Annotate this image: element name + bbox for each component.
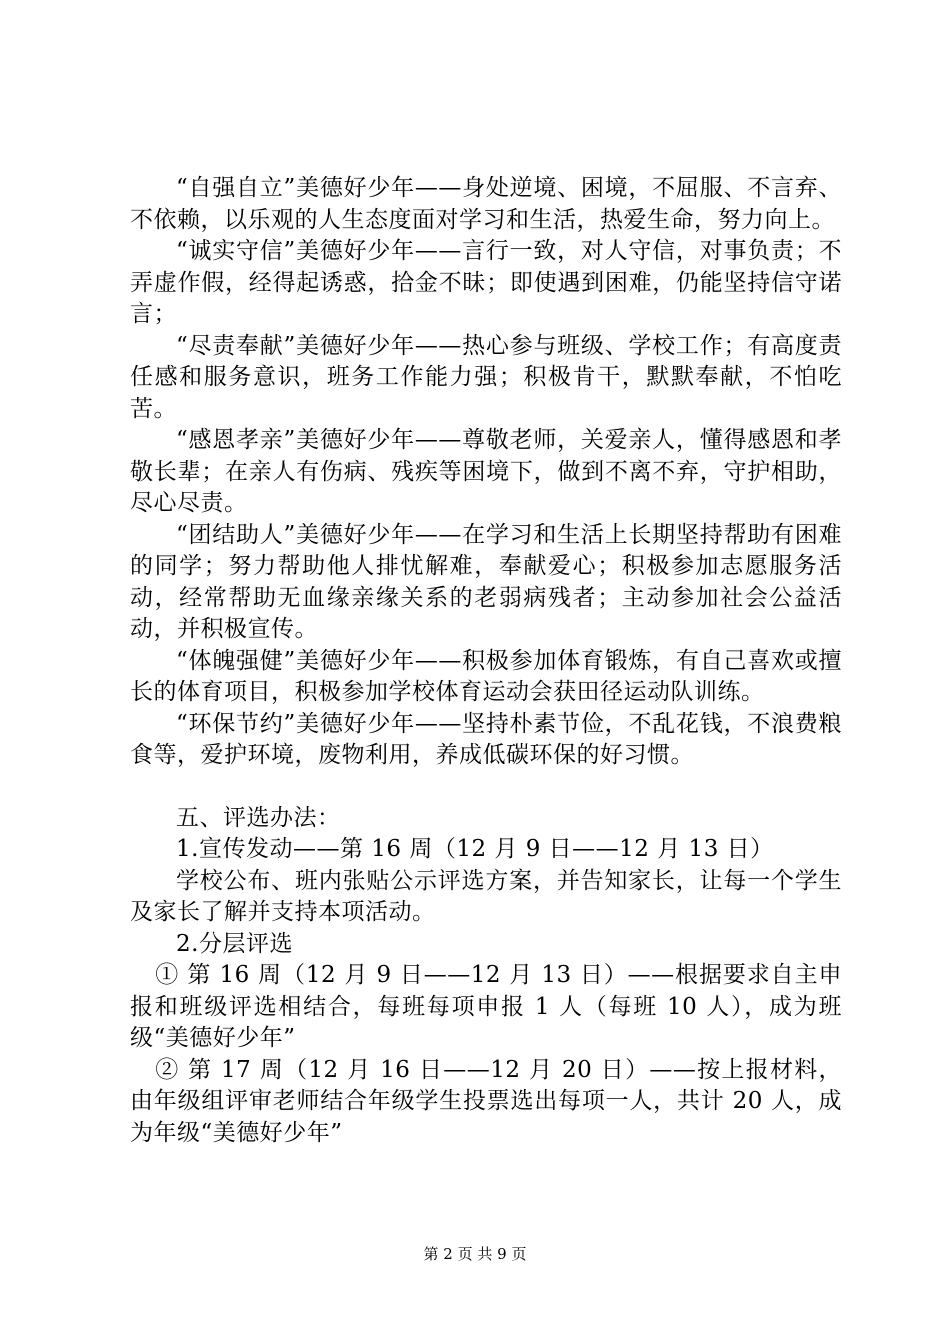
paragraph-dedication: “尽责奉献”美德好少年——热心参与班级、学校工作；有高度责任感和服务意识，班务工作能力强；积极肯干，默默奉献，不怕吃苦。: [130, 332, 842, 422]
step1-title: 1.宣传发动——第 16 周（12 月 9 日——12 月 13 日）: [176, 836, 774, 862]
step2-title: 2.分层评选: [176, 930, 293, 957]
step2-item-class: ① 第 16 周（12 月 9 日——12 月 13 日）——根据要求自主申报和班级评选相结合，每班每项申报 1 人（每班 10 人），成为班级“美德好少年”: [130, 962, 842, 1051]
paragraph-fitness: “体魄强健”美德好少年——积极参加体育锻炼，有自己喜欢或擅长的体育项目，积极参加学校体育运动会获田径运动队训练。: [130, 647, 842, 705]
page-footer: 第 2 页 共 9 页: [423, 1245, 527, 1263]
step2-item-grade: ② 第 17 周（12 月 16 日——12 月 20 日）——按上报材料，由年级组评审老师结合年级学生投票选出每项一人，共计 20 人，成为年级“美德好少年”: [130, 1056, 842, 1146]
paragraph-honesty: “诚实守信”美德好少年——言行一致，对人守信，对事负责；不弄虚作假，经得起诱惑，拾金不昧；即使遇到困难，仍能坚持信守诺言；: [130, 238, 842, 327]
paragraph-environment: “环保节约”美德好少年——坚持朴素节俭，不乱花钱，不浪费粮食等，爱护环境，废物利用，养成低碳环保的好习惯。: [130, 710, 842, 768]
paragraph-self-reliance: “自强自立”美德好少年——身处逆境、困境，不屈服、不言弃、不依赖，以乐观的人生态度面对学习和生活，热爱生命，努力向上。: [130, 175, 842, 233]
paragraph-gratitude: “感恩孝亲”美德好少年——尊敬老师，关爱亲人，懂得感恩和孝敬长辈；在亲人有伤病、残疾等困境下，做到不离不弃，守护相助，尽心尽责。: [130, 427, 842, 516]
step1-body: 学校公布、班内张贴公示评选方案，并告知家长，让每一个学生及家长了解并支持本项活动。: [130, 867, 842, 925]
document-body: [130, 173, 842, 1149]
section-heading: 五、评选办法：: [176, 804, 341, 831]
paragraph-helping-others: “团结助人”美德好少年——在学习和生活上长期坚持帮助有困难的同学；努力帮助他人排忧解难，奉献爱心；积极参加志愿服务活动，经常帮助无血缘亲缘关系的老弱病残者；主动参加社会公益活动，并积极宣传。: [130, 521, 842, 642]
